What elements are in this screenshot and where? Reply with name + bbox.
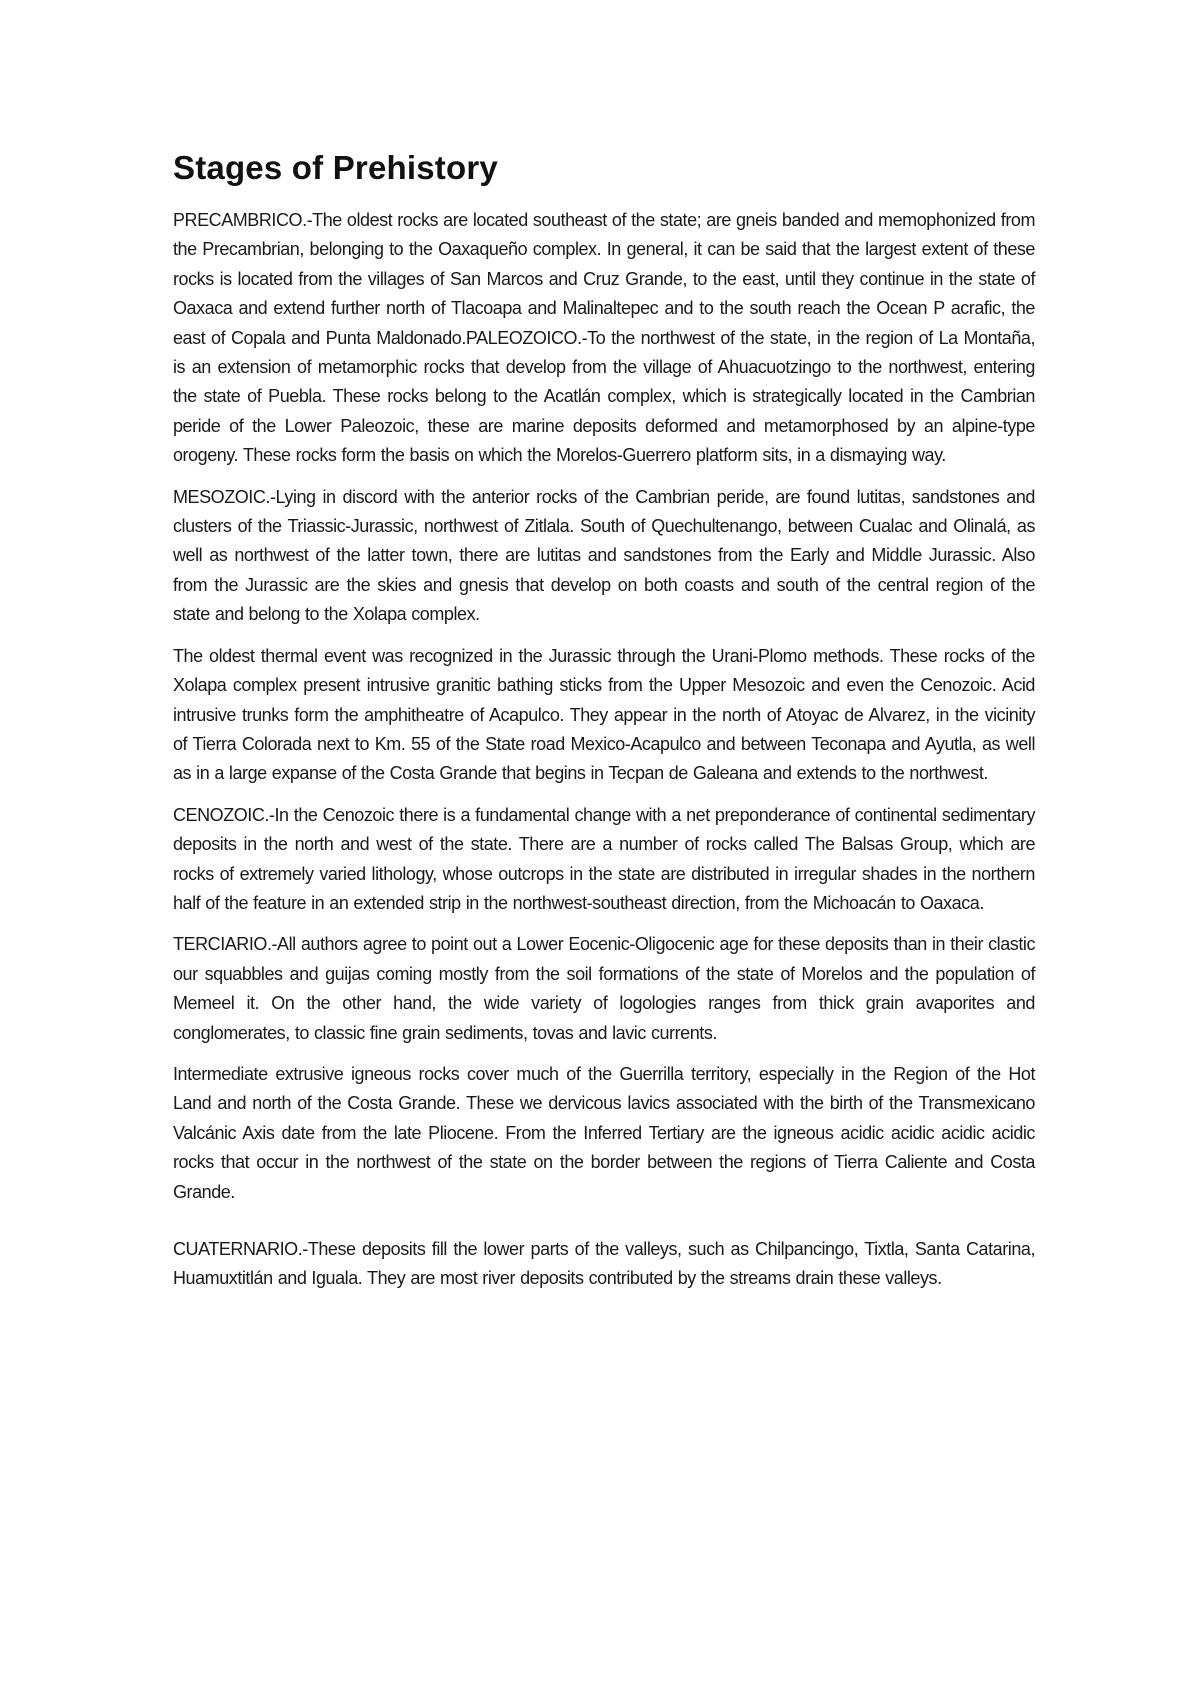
paragraph-thermal-event: The oldest thermal event was recognized in the Jurassic through the Urani-Plomo methods. These rocks of the Xolapa complex present intrusive granitic bathing sticks from the Upper Mesozoic and even the Cenozoic. Acid intrusive trunks form the amphitheatre of Acapulco. They appear in the north of Atoyac de Alvarez, in the vicinity of Tierra Colorada next to Km. 55 of the State road Mexico-Acapulco and between Teconapa and Ayutla, as well as in a large expanse of the Costa Grande that begins in Tecpan de Galeana and extends to the northwest. xyxy=(173,645,1035,784)
paragraph-mesozoic: MESOZOIC.-Lying in discord with the anterior rocks of the Cambrian peride, are found lutitas, sandstones and clusters of the Triassic-Jurassic, northwest of Zitlala. South of Quechultenango, between Cualac and Olinalá, as well as northwest of the latter town, there are lutitas and sandstones from the Early and Middle Jurassic. Also from the Jurassic are the skies and gnesis that develop on both coasts and south of the central region of the state and belong to the Xolapa complex. xyxy=(173,486,1035,625)
document-body xyxy=(173,148,1035,1306)
paragraph-cuaternario: CUATERNARIO.-These deposits fill the lower parts of the valleys, such as Chilpancingo, Tixtla, Santa Catarina, Huamuxtitlán and Iguala. They are most river deposits contributed by the streams drain these valleys. xyxy=(173,1239,1035,1289)
paragraph-extrusive-igneous: Intermediate extrusive igneous rocks cover much of the Guerrilla territory, especially in the Region of the Hot Land and north of the Costa Grande. These we dervicous lavics associated with the birth of the Transmexicano Valcánic Axis date from the late Pliocene. From the Inferred Tertiary are the igneous acidic acidic acidic acidic rocks that occur in the northwest of the state on the border between the regions of Tierra Caliente and Costa Grande. xyxy=(173,1063,1035,1202)
document-title: Stages of Prehistory xyxy=(173,149,498,186)
paragraph-precambrico-paleozoico: PRECAMBRICO.-The oldest rocks are located southeast of the state; are gneis banded and memophonized from the Precambrian, belonging to the Oaxaqueño complex. In general, it can be said that the largest extent of these rocks is located from the villages of San Marcos and Cruz Grande, to the east, until they continue in the state of Oaxaca and extend further north of Tlacoapa and Malinaltepec and to the south reach the Ocean P acrafic, the east of Copala and Punta Maldonado.PALEOZOICO.-To the northwest of the state, in the region of La Montaña, is an extension of metamorphic rocks that develop from the village of Ahuacuotzingo to the northwest, entering the state of Puebla. These rocks belong to the Acatlán complex, which is strategically located in the Cambrian peride of the Lower Paleozoic, these are marine deposits deformed and metamorphosed by an alpine-type orogeny. These rocks form the basis on which the Morelos-Guerrero platform sits, in a dismaying way. xyxy=(173,210,1035,466)
paragraph-terciario: TERCIARIO.-All authors agree to point out a Lower Eocenic-Oligocenic age for these deposits than in their clastic our squabbles and guijas coming mostly from the soil formations of the state of Morelos and the population of Memeel it. On the other hand, the wide variety of logologies ranges from thick grain avaporites and conglomerates, to classic fine grain sediments, tovas and lavic currents. xyxy=(173,934,1035,1043)
paragraph-cenozoic: CENOZOIC.-In the Cenozoic there is a fundamental change with a net preponderance of continental sedimentary deposits in the north and west of the state. There are a number of rocks called The Balsas Group, which are rocks of extremely varied lithology, whose outcrops in the state are distributed in irregular shades in the northern half of the feature in an extended strip in the northwest-southeast direction, from the Michoacán to Oaxaca. xyxy=(173,804,1035,913)
